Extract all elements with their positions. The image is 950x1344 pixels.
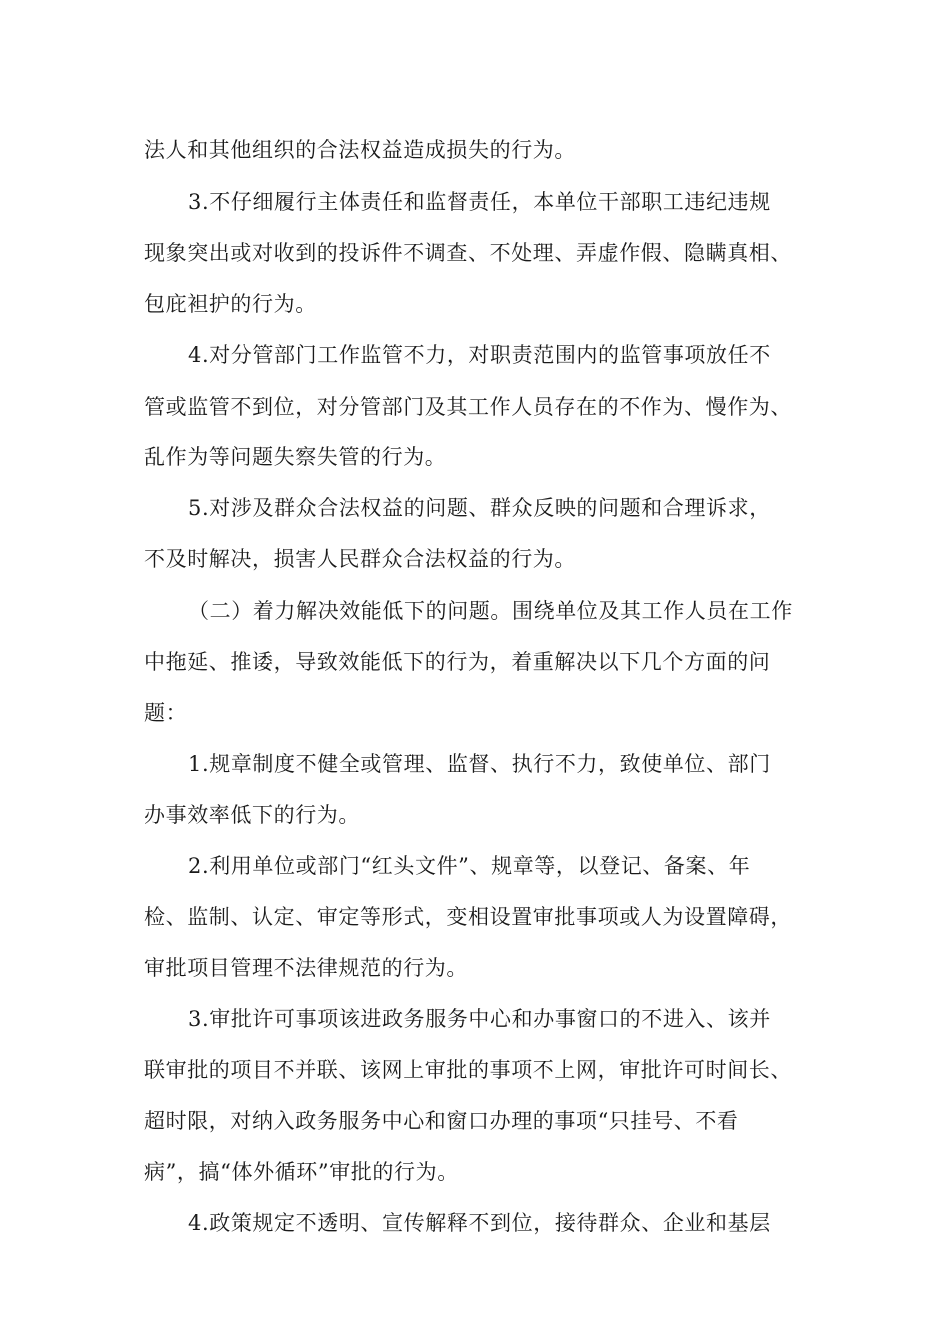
text-line: 法人和其他组织的合法权益造成损失的行为。	[144, 138, 576, 162]
text-line: 办事效率低下的行为。	[144, 803, 360, 827]
text-line: 超时限，对纳入政务服务中心和窗口办理的事项“只挂号、不看	[144, 1109, 739, 1133]
text-line: 联审批的项目不并联、该网上审批的事项不上网，审批许可时间长、	[144, 1058, 792, 1082]
text-line: 现象突出或对收到的投诉件不调查、不处理、弄虚作假、隐瞒真相、	[144, 241, 792, 265]
text-line: 2.利用单位或部门“红头文件”、规章等，以登记、备案、年	[188, 854, 751, 878]
text-line: 4.政策规定不透明、宣传解释不到位，接待群众、企业和基层	[188, 1211, 771, 1235]
text-line: 题：	[144, 701, 188, 725]
text-line: 包庇袒护的行为。	[144, 292, 317, 316]
text-line: （二）着力解决效能低下的问题。围绕单位及其工作人员在工作	[188, 599, 793, 623]
text-line: 检、监制、认定、审定等形式，变相设置审批事项或人为设置障碍，	[144, 905, 792, 929]
text-line: 4.对分管部门工作监管不力，对职责范围内的监管事项放任不	[188, 343, 771, 367]
text-line: 管或监管不到位，对分管部门及其工作人员存在的不作为、慢作为、	[144, 395, 792, 419]
text-line: 3.不仔细履行主体责任和监督责任，本单位干部职工违纪违规	[188, 190, 771, 214]
text-line: 不及时解决，损害人民群众合法权益的行为。	[144, 547, 576, 571]
text-line: 中拖延、推诿，导致效能低下的行为，着重解决以下几个方面的问	[144, 650, 771, 674]
text-line: 1.规章制度不健全或管理、监督、执行不力，致使单位、部门	[188, 752, 771, 776]
text-line: 3.审批许可事项该进政务服务中心和办事窗口的不进入、该并	[188, 1007, 771, 1031]
text-line: 病”，搞“体外循环”审批的行为。	[144, 1160, 459, 1184]
text-line: 审批项目管理不法律规范的行为。	[144, 956, 468, 980]
text-line: 乱作为等问题失察失管的行为。	[144, 445, 447, 469]
text-line: 5.对涉及群众合法权益的问题、群众反映的问题和合理诉求，	[188, 496, 771, 520]
